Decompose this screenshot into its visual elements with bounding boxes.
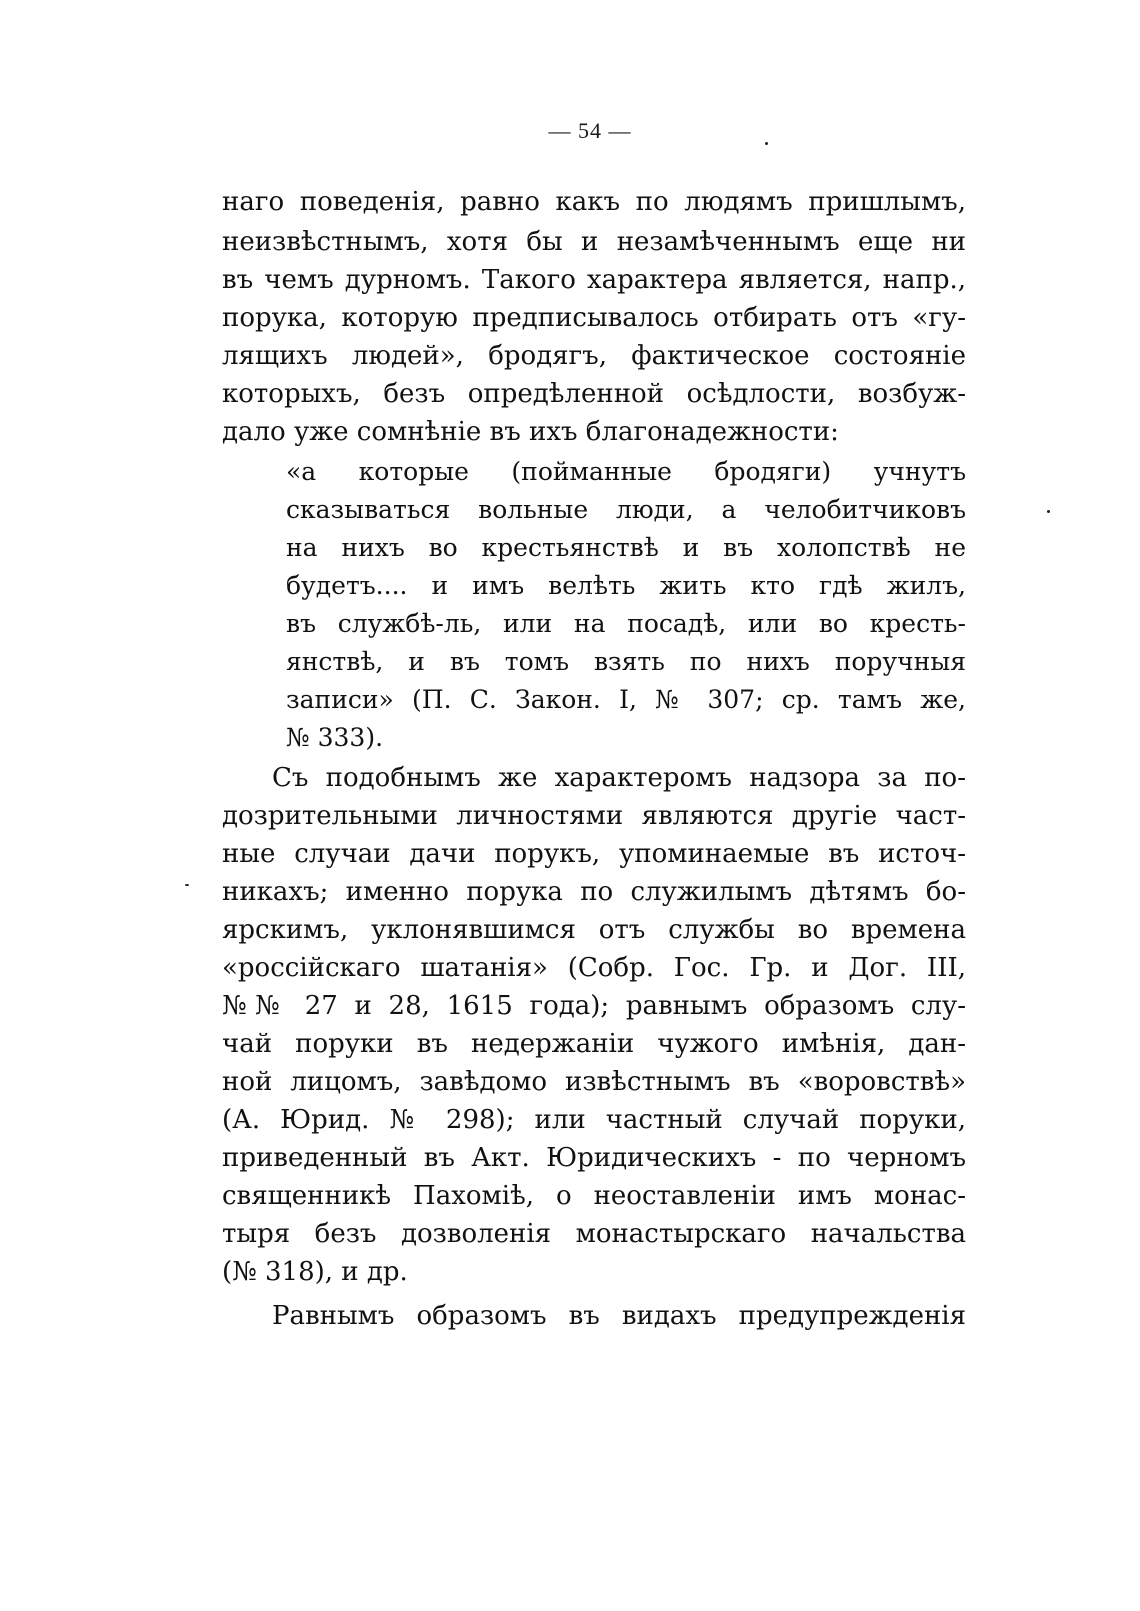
text-line: лящихъ людей», бродягъ, фактическое состояніе: [222, 341, 966, 371]
text-line: въ чемъ дурномъ. Такого характера является, напр.,: [222, 265, 966, 295]
text-line: ярскимъ, уклонявшимся отъ службы во времена: [222, 915, 966, 945]
text-line: №№ 27 и 28, 1615 года); равнымъ образомъ слу-: [222, 991, 966, 1021]
quote-line: въ службѣ-ль, или на посадѣ, или во кресть-: [286, 609, 966, 638]
quote-line: будетъ.... и имъ велѣть жить кто гдѣ жилъ,: [286, 571, 966, 600]
text-line: неизвѣстнымъ, хотя бы и незамѣченнымъ еще ни: [222, 227, 966, 257]
quote-line: «а которые (пойманные бродяги) учнутъ: [286, 457, 966, 486]
quote-line: янствѣ, и въ томъ взять по нихъ поручныя: [286, 647, 966, 676]
text-line: чай поруки въ недержаніи чужого имѣнія, дан-: [222, 1029, 966, 1059]
text-line: ные случаи дачи порукъ, упоминаемые въ источ-: [222, 839, 966, 869]
text-line: никахъ; именно порука по служилымъ дѣтямъ бо-: [222, 877, 966, 907]
text-line: приведенный въ Акт. Юридическихъ - по черномъ: [222, 1143, 966, 1173]
quote-line: записи» (П. С. Закон. I, № 307; ср. тамъ же,: [286, 685, 966, 714]
text-line: Равнымъ образомъ въ видахъ предупрежденія: [272, 1301, 966, 1331]
quote-line: № 333).: [286, 723, 384, 752]
text-line: дозрительными личностями являются другіе част-: [222, 801, 966, 831]
text-line: порука, которую предписывалось отбирать отъ «гу-: [222, 303, 966, 333]
page-number: — 54 —: [548, 118, 632, 143]
text-line: Съ подобнымъ же характеромъ надзора за по-: [272, 763, 966, 793]
text-line: (А. Юрид. № 298); или частный случай поруки,: [222, 1105, 966, 1135]
text-line: наго поведенія, равно какъ по людямъ пришлымъ,: [222, 187, 966, 217]
text-line: которыхъ, безъ опредѣленной осѣдлости, возбуж-: [222, 379, 966, 409]
quote-line: сказываться вольные люди, а челобитчиковъ: [286, 495, 966, 524]
scan-speck: [1047, 510, 1050, 513]
text-line: ной лицомъ, завѣдомо извѣстнымъ въ «воровствѣ»: [222, 1067, 966, 1097]
text-line: тыря безъ дозволенія монастырскаго начальства: [222, 1219, 966, 1249]
scan-speck: [185, 884, 189, 886]
text-line: дало уже сомнѣніе въ ихъ благонадежности:: [222, 417, 839, 447]
text-line: «россійскаго шатанія» (Собр. Гос. Гр. и Дог. III,: [222, 953, 966, 983]
text-line: (№ 318), и др.: [222, 1257, 408, 1287]
quote-line: на нихъ во крестьянствѣ и въ холопствѣ не: [286, 533, 966, 562]
text-line: священникѣ Пахомiѣ, о неоставленіи имъ монас-: [222, 1181, 966, 1211]
scan-speck: [765, 142, 768, 145]
